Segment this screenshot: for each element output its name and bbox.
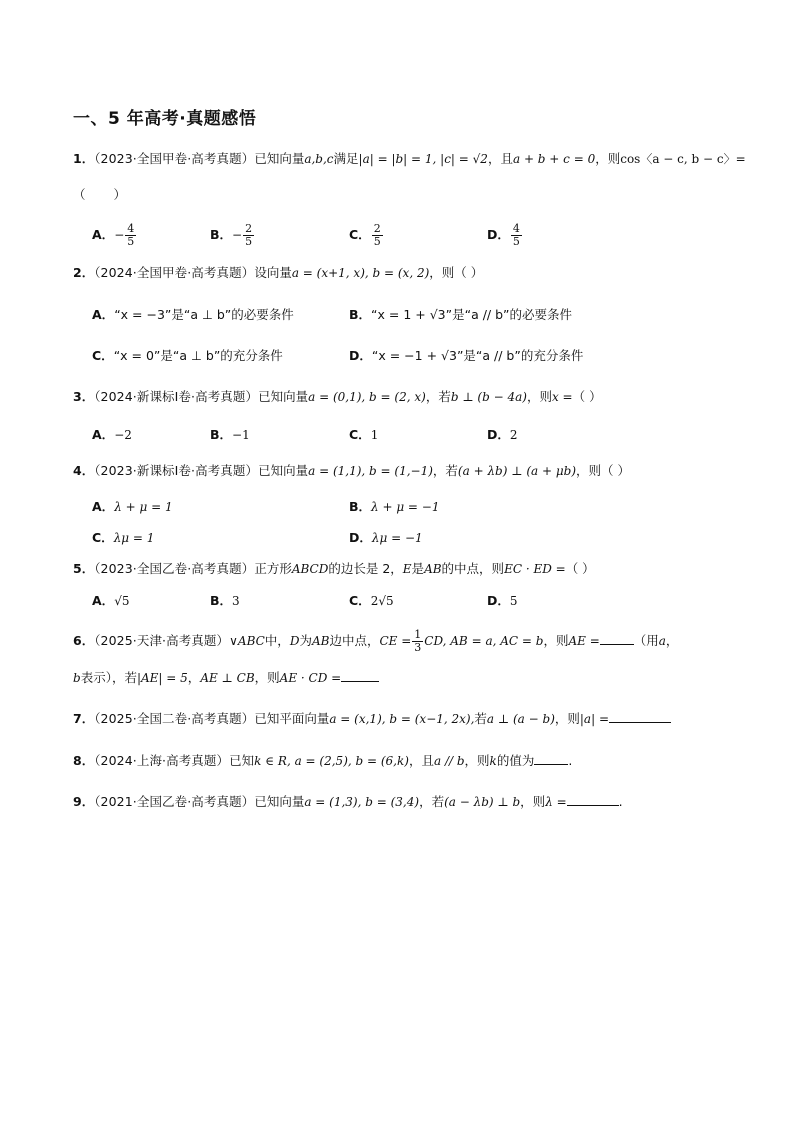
question-6 xyxy=(73,629,678,654)
option-text: λμ = 1 xyxy=(113,531,155,545)
q4-option-d[interactable] xyxy=(349,529,423,547)
question-text: 已知平面向量 xyxy=(254,711,330,726)
question-text: ，则（ ） xyxy=(576,463,630,478)
math-expression: (a + λb) ⊥ (a + μb) xyxy=(457,464,577,478)
question-1 xyxy=(73,150,746,168)
question-8 xyxy=(73,752,572,770)
question-text: . xyxy=(568,753,573,768)
math-expression: a + b + c = 0 xyxy=(512,152,596,166)
q3-option-d[interactable] xyxy=(487,426,518,444)
math-expression: |AE| = 5 xyxy=(136,671,188,685)
question-number: 9． xyxy=(73,794,95,809)
answer-paren: （ ） xyxy=(565,561,595,576)
math-expression: a = (x,1), b = (x−1, 2x), xyxy=(329,712,475,726)
option-text: “x = −3”是“a ⊥ b”的必要条件 xyxy=(114,307,294,322)
math-expression: ∨ABC xyxy=(229,634,265,648)
question-source: （2021·全国乙卷·高考真题） xyxy=(94,794,255,809)
q3-option-b[interactable] xyxy=(210,426,250,444)
question-number: 8． xyxy=(73,753,95,768)
option-label: B． xyxy=(349,307,372,322)
option-label: C． xyxy=(349,593,371,608)
question-text: 设向量 xyxy=(254,265,292,280)
math-expression: b xyxy=(73,671,81,685)
option-label: D． xyxy=(349,348,372,363)
q5-option-b[interactable] xyxy=(210,592,240,610)
math-expression: |a| = xyxy=(579,712,609,726)
question-text: ，且 xyxy=(408,753,434,768)
fraction xyxy=(243,223,254,248)
option-label: A． xyxy=(92,227,115,242)
math-expression: a ⊥ (a − b) xyxy=(486,712,555,726)
math-expression: |a| = |b| = 1, |c| = √2 xyxy=(358,152,488,166)
option-label: C． xyxy=(92,348,114,363)
option-label: A． xyxy=(92,427,115,442)
option-label: D． xyxy=(487,227,510,242)
q5-option-c[interactable] xyxy=(349,592,394,610)
question-source: （2023·全国乙卷·高考真题） xyxy=(94,561,255,576)
question-text: 边中点， xyxy=(329,633,380,648)
question-text: ， xyxy=(665,633,679,648)
q4-option-a[interactable] xyxy=(92,498,173,516)
question-text: 正方形 xyxy=(254,561,292,576)
answer-blank[interactable] xyxy=(341,669,379,682)
question-number: 5． xyxy=(73,561,95,576)
question-text: 满足 xyxy=(333,151,359,166)
option-sign: − xyxy=(114,228,125,242)
question-text: 中， xyxy=(264,633,290,648)
question-text: 已知向量 xyxy=(258,389,309,404)
math-expression: D xyxy=(289,634,300,648)
question-text: ，则 xyxy=(543,633,569,648)
q2-option-b[interactable] xyxy=(349,306,572,324)
option-label: A． xyxy=(92,307,115,322)
fraction xyxy=(372,223,383,248)
math-expression: AE = xyxy=(568,634,600,648)
question-number: 3． xyxy=(73,389,95,404)
q3-option-c[interactable] xyxy=(349,426,378,444)
answer-blank[interactable] xyxy=(609,710,671,723)
question-text: 为 xyxy=(299,633,312,648)
q2-option-a[interactable] xyxy=(92,306,294,324)
option-label: C． xyxy=(349,227,371,242)
question-text: . xyxy=(618,794,623,809)
question-source: （2025·天津·高考真题） xyxy=(94,633,230,648)
question-text: ，若 xyxy=(419,794,445,809)
question-text: 已知向量 xyxy=(254,151,305,166)
math-expression: AB xyxy=(424,562,442,576)
question-text: ， xyxy=(187,670,201,685)
fraction-denominator: 5 xyxy=(373,235,381,248)
math-expression: k xyxy=(489,754,497,768)
option-label: B． xyxy=(210,593,233,608)
question-text: （用 xyxy=(633,633,659,648)
math-expression: a = (1,1), b = (1,−1) xyxy=(308,464,433,478)
q4-option-c[interactable] xyxy=(92,529,154,547)
fraction-numerator: 2 xyxy=(373,222,381,235)
math-expression: x = xyxy=(551,390,573,404)
q5-option-d[interactable] xyxy=(487,592,518,610)
math-expression: a = (1,3), b = (3,4) xyxy=(304,795,420,809)
question-source: （2023·全国甲卷·高考真题） xyxy=(94,151,255,166)
answer-blank[interactable] xyxy=(567,793,619,806)
option-label: C． xyxy=(349,427,371,442)
math-expression: ABCD xyxy=(291,562,329,576)
question-2 xyxy=(73,264,483,282)
answer-blank[interactable] xyxy=(600,632,634,645)
math-expression: AE · CD = xyxy=(279,671,342,685)
question-source: （2024·上海·高考真题） xyxy=(94,753,230,768)
fraction-denominator: 3 xyxy=(414,641,422,654)
fraction-numerator: 1 xyxy=(414,628,422,641)
question-source: （2023·新课标Ⅰ卷·高考真题） xyxy=(94,463,259,478)
option-text: 3 xyxy=(232,594,240,608)
option-text: “x = 1 + √3”是“a // b”的必要条件 xyxy=(371,307,573,322)
question-text: ，则（ ） xyxy=(429,265,484,280)
question-number: 2． xyxy=(73,265,95,280)
question-source: （2024·新课标Ⅰ卷·高考真题） xyxy=(94,389,259,404)
q5-option-a[interactable] xyxy=(92,592,129,610)
question-6-cont xyxy=(73,669,379,687)
option-label: C． xyxy=(92,530,114,545)
option-text: −2 xyxy=(114,428,132,442)
question-text: ，则 xyxy=(254,670,280,685)
fraction-denominator: 5 xyxy=(127,235,135,248)
option-label: A． xyxy=(92,593,115,608)
question-7 xyxy=(73,710,671,728)
option-label: D． xyxy=(349,530,372,545)
math-expression: k ∈ R, a = (2,5), b = (6,k) xyxy=(254,754,409,768)
math-expression: cos〈a − c, b − c〉= xyxy=(620,152,746,166)
math-expression: a = (0,1), b = (2, x) xyxy=(308,390,426,404)
question-text: 已知向量 xyxy=(258,463,309,478)
math-expression: λ = xyxy=(545,795,567,809)
q1-option-d[interactable] xyxy=(487,223,523,248)
fraction-numerator: 4 xyxy=(127,222,135,235)
fraction-denominator: 5 xyxy=(512,235,520,248)
question-text: 的值为 xyxy=(496,753,535,768)
math-expression: a // b xyxy=(433,754,465,768)
q4-option-b[interactable] xyxy=(349,498,440,516)
answer-paren: （ ） xyxy=(73,187,138,202)
question-text: ，则 xyxy=(595,151,621,166)
option-text: λ + μ = 1 xyxy=(114,500,173,514)
option-label: D． xyxy=(487,427,510,442)
fraction xyxy=(125,223,136,248)
math-expression: (a − λb) ⊥ b xyxy=(444,795,521,809)
question-text: ，则 xyxy=(526,389,552,404)
option-text: √5 xyxy=(114,594,130,608)
question-9 xyxy=(73,793,623,811)
option-label: B． xyxy=(210,427,233,442)
fraction-denominator: 5 xyxy=(245,235,253,248)
math-expression: CD, AB = a, AC = b xyxy=(424,634,544,648)
fraction-numerator: 2 xyxy=(245,222,253,235)
question-text: ，则 xyxy=(520,794,546,809)
question-number: 7． xyxy=(73,711,95,726)
option-text: “x = −1 + √3”是“a // b”的充分条件 xyxy=(371,348,584,363)
math-expression: CE = xyxy=(379,634,412,648)
math-expression: EC · ED = xyxy=(504,562,566,576)
q3-option-a[interactable] xyxy=(92,426,132,444)
question-text: ，若 xyxy=(432,463,458,478)
option-label: B． xyxy=(349,499,372,514)
option-label: D． xyxy=(487,593,510,608)
fraction xyxy=(511,223,522,248)
option-text: λμ = −1 xyxy=(371,531,423,545)
question-4 xyxy=(73,462,630,480)
question-text: ，且 xyxy=(487,151,513,166)
q2-option-c[interactable] xyxy=(92,347,283,365)
fraction xyxy=(412,629,423,654)
math-expression: AE ⊥ CB xyxy=(200,671,255,685)
option-text: λ + μ = −1 xyxy=(371,500,440,514)
option-sign: − xyxy=(232,228,243,242)
question-number: 1． xyxy=(73,151,95,166)
option-text: 1 xyxy=(370,428,379,442)
option-text: −1 xyxy=(232,428,250,442)
option-text: 2√5 xyxy=(370,594,394,608)
math-expression: a xyxy=(658,634,666,648)
question-text: 是 xyxy=(411,561,425,576)
question-number: 6． xyxy=(73,633,95,648)
section-title: 一、5 年高考·真题感悟 xyxy=(73,109,257,129)
question-number: 4． xyxy=(73,463,95,478)
option-label: B． xyxy=(210,227,233,242)
question-text: 表示），若 xyxy=(80,670,137,685)
q1-option-a[interactable] xyxy=(92,223,137,248)
option-label: A． xyxy=(92,499,115,514)
option-text: “x = 0”是“a ⊥ b”的充分条件 xyxy=(113,348,283,363)
question-5 xyxy=(73,560,595,578)
fraction-numerator: 4 xyxy=(512,222,520,235)
math-expression: a,b,c xyxy=(304,152,334,166)
question-text: ，则 xyxy=(464,753,490,768)
math-expression: a = (x+1, x), b = (x, 2) xyxy=(291,266,430,280)
answer-blank[interactable] xyxy=(534,752,568,765)
question-3 xyxy=(73,388,602,406)
q1-option-c[interactable] xyxy=(349,223,384,248)
math-expression: b ⊥ (b − 4a) xyxy=(450,390,527,404)
question-text: 的中点，则 xyxy=(441,561,505,576)
question-source: （2024·全国甲卷·高考真题） xyxy=(94,265,255,280)
answer-paren: （ ） xyxy=(572,389,602,404)
q2-option-d[interactable] xyxy=(349,347,583,365)
question-1-paren xyxy=(73,186,138,204)
option-text: 2 xyxy=(509,428,518,442)
question-text: 的边长是 2， xyxy=(328,561,403,576)
question-text: 已知 xyxy=(229,753,255,768)
question-text: ，若 xyxy=(425,389,451,404)
q1-option-b[interactable] xyxy=(210,223,255,248)
math-expression: E xyxy=(402,562,412,576)
question-source: （2025·全国二卷·高考真题） xyxy=(94,711,255,726)
question-text: ，则 xyxy=(554,711,580,726)
math-expression: AB xyxy=(311,634,330,648)
question-text: 已知向量 xyxy=(254,794,305,809)
option-text: 5 xyxy=(509,594,518,608)
question-text: 若 xyxy=(474,711,487,726)
